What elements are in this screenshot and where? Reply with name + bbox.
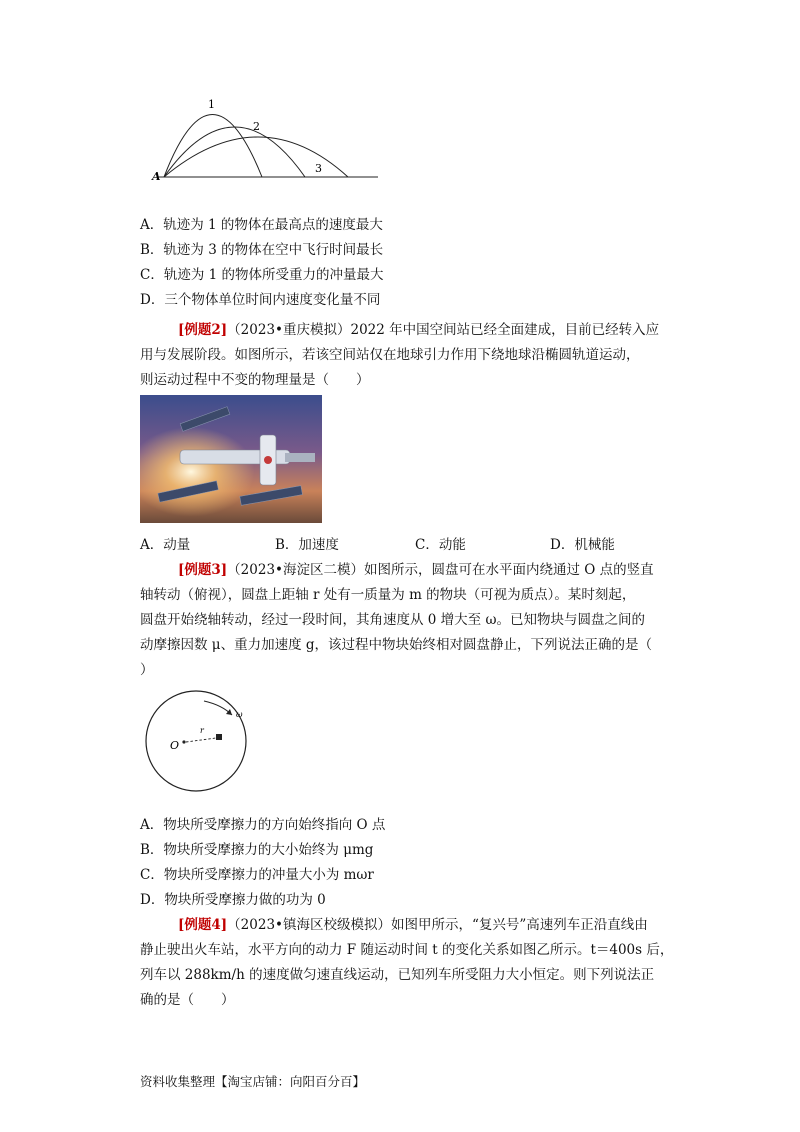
q2-option-c: C．动能 (415, 537, 466, 553)
block (216, 734, 222, 740)
label-2: 2 (253, 120, 260, 133)
disc-figure (138, 685, 258, 795)
q4-line-1: [例题4]（2023•镇海区校级模拟）如图甲所示，“复兴号”高速列车正沿直线由 (178, 917, 648, 933)
q2-options (140, 535, 660, 555)
q1-option-d: D．三个物体单位时间内速度变化量不同 (140, 292, 381, 308)
q4-line-3: 列车以 288km/h 的速度做匀速直线运动，已知列车所受阻力大小恒定。则下列说法正 (140, 967, 655, 983)
label-omega: ω (236, 710, 243, 719)
q1-option-c: C．轨迹为 1 的物体所受重力的冲量最大 (140, 267, 384, 283)
q3-line-3: 圆盘开始绕轴转动，经过一段时间，其角速度从 0 增大至 ω。已知物块与圆盘之间的 (140, 612, 645, 628)
q1-option-a: A．轨迹为 1 的物体在最高点的速度最大 (140, 217, 383, 233)
q2-line-2: 用与发展阶段。如图所示，若该空间站仅在地球引力作用下绕地球沿椭圆轨道运动， (140, 347, 640, 363)
q3-tag: [例题3] (178, 562, 228, 578)
q2-option-d: D．机械能 (550, 537, 615, 553)
q3-option-b: B．物块所受摩擦力的大小始终为 μmg (140, 842, 374, 858)
label-3: 3 (315, 162, 322, 175)
q3-option-d: D．物块所受摩擦力做的功为 0 (140, 892, 326, 908)
trajectory-1 (164, 115, 262, 178)
center-point (182, 740, 185, 743)
q3-line-2: 轴转动（俯视），圆盘上距轴 r 处有一质量为 m 的物块（可视为质点）。某时刻起， (140, 587, 636, 603)
label-1: 1 (208, 98, 215, 111)
q2-line-1: [例题2]（2023•重庆模拟）2022 年中国空间站已经全面建成，目前已经转入应 (178, 322, 660, 338)
radius-line (186, 738, 216, 742)
q3-option-c: C．物块所受摩擦力的冲量大小为 mωr (140, 867, 374, 883)
q4-line-4: 确的是（ ） (140, 992, 235, 1008)
q2-option-b: B．加速度 (275, 537, 339, 553)
q3-line-1: [例题3]（2023•海淀区二模）如图所示，圆盘可在水平面内绕通过 O 点的竖直 (178, 562, 654, 578)
q3-line-4: 动摩擦因数 μ、重力加速度 g，该过程中物块始终相对圆盘静止，下列说法正确的是（ (140, 637, 652, 653)
q2-line-3: 则运动过程中不变的物理量是（ ） (140, 372, 370, 388)
label-o: O (170, 739, 180, 752)
q2-option-a: A．动量 (140, 537, 191, 553)
label-a: A (152, 170, 161, 183)
space-station-image (140, 395, 322, 523)
trajectory-figure (150, 92, 380, 187)
page-footer: 资料收集整理【淘宝店铺：向阳百分百】 (140, 1074, 366, 1089)
arrow-head (226, 709, 232, 715)
q4-tag: [例题4] (178, 917, 228, 933)
q3-option-a: A．物块所受摩擦力的方向始终指向 O 点 (140, 817, 386, 833)
q3-line-5: ） (140, 662, 154, 678)
q4-line-2: 静止驶出火车站，水平方向的动力 F 随运动时间 t 的变化关系如图乙所示。t＝400s 后， (140, 942, 674, 958)
q2-tag: [例题2] (178, 322, 228, 338)
q1-option-b: B．轨迹为 3 的物体在空中飞行时间最长 (140, 242, 384, 258)
label-r: r (200, 726, 204, 735)
